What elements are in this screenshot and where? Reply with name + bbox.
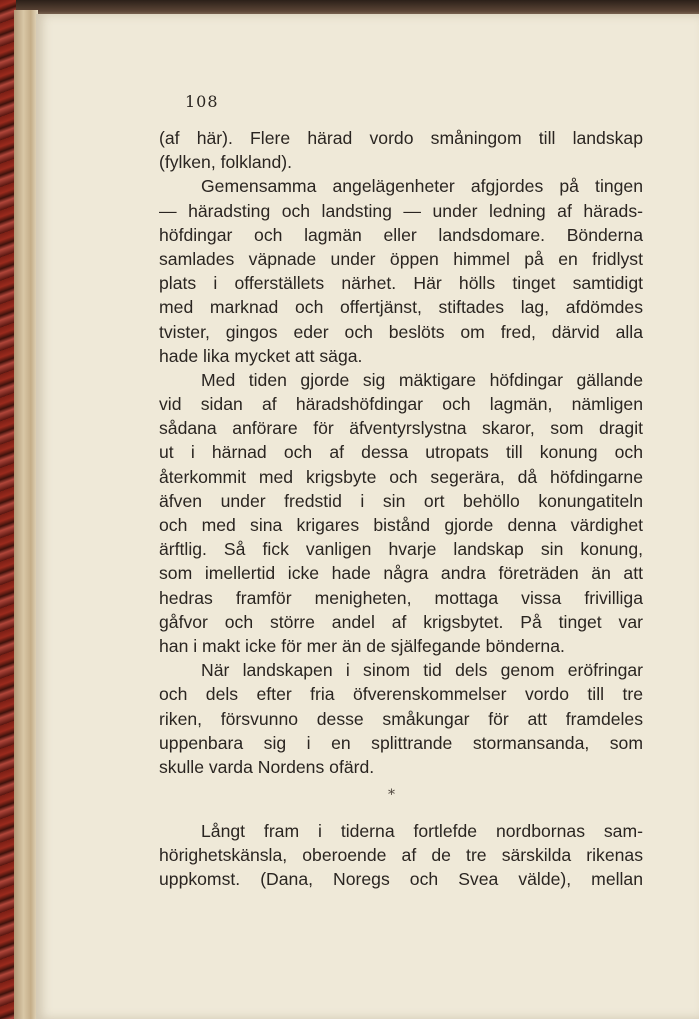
text-line: och med sina krigares bistånd gjorde denna värdighet (159, 515, 643, 535)
text-line: återkommit med krigsbyte och segerära, då höfdingarne (159, 466, 643, 487)
text-line: hörighetskänsla, oberoende af de tre särskilda rikenas (159, 845, 643, 866)
text-line: och dels efter fria öfverenskommelser vordo till tre (159, 684, 643, 705)
text-line: sådana anförare för äfventyrslystna skaror, som dragit (159, 418, 643, 439)
text-line: skulle varda Nordens ofärd. (159, 756, 375, 777)
body-text (159, 126, 643, 779)
text-line: Med tiden gjorde sig mäktigare höfdingar gällande (201, 369, 643, 390)
text-line: Långt fram i tiderna fortlefde nordbornas sam- (201, 821, 643, 841)
text-line: äfven under fredstid i sin ort behöllo konungatiteln (159, 490, 643, 511)
text-line: ärftlig. Så fick vanligen hvarje landskap sin konung, (159, 539, 643, 560)
text-line: samlades väpnade under öppen himmel på en fridlyst (159, 248, 643, 269)
text-line: med marknad och offertjänst, stiftades lag, afdömdes (159, 297, 643, 318)
text-line: uppkomst. (Dana, Noregs och Svea välde), mellan (159, 869, 643, 890)
text-line: riken, försvunno desse småkungar för att framdeles (159, 708, 643, 729)
text-line: tvister, gingos eder och beslöts om fred, därvid alla (159, 321, 643, 342)
text-line: hade lika mycket att säga. (159, 345, 363, 366)
text-line: plats i offerställets närhet. Här hölls tinget samtidigt (159, 273, 643, 294)
text-line: som imellertid icke hade några andra företräden än att (159, 563, 643, 584)
section-separator: * (388, 787, 395, 803)
text-line: uppenbara sig i en splittrande stormansanda, som (159, 732, 643, 753)
text-line: När landskapen i sinom tid dels genom eröfringar (201, 660, 643, 681)
text-line: hedras framför menigheten, mottaga vissa frivilliga (159, 587, 643, 608)
text-line: gåfvor och större andel af krigsbytet. På tinget var (159, 611, 643, 632)
text-line: Gemensamma angelägenheter afgjordes på tingen (201, 176, 643, 197)
text-line: han i makt icke för mer än de själfegande bönderna. (159, 635, 565, 656)
text-line: (af här). Flere härad vordo småningom till landskap (159, 128, 643, 148)
text-line: — häradsting och landsting — under ledning af härads- (159, 200, 643, 221)
page-number: 108 (185, 92, 219, 111)
text-line: ut i härnad och af dessa utropats till konung och (159, 442, 643, 463)
text-line: (fylken, folkland). (159, 152, 292, 173)
text-line: höfdingar och lagmän eller landsdomare. Bönderna (159, 224, 643, 245)
page-gutter (14, 10, 38, 1019)
body-text-continued (159, 819, 643, 892)
text-line: vid sidan af häradshöfdingar och lagmän, nämligen (159, 394, 643, 415)
